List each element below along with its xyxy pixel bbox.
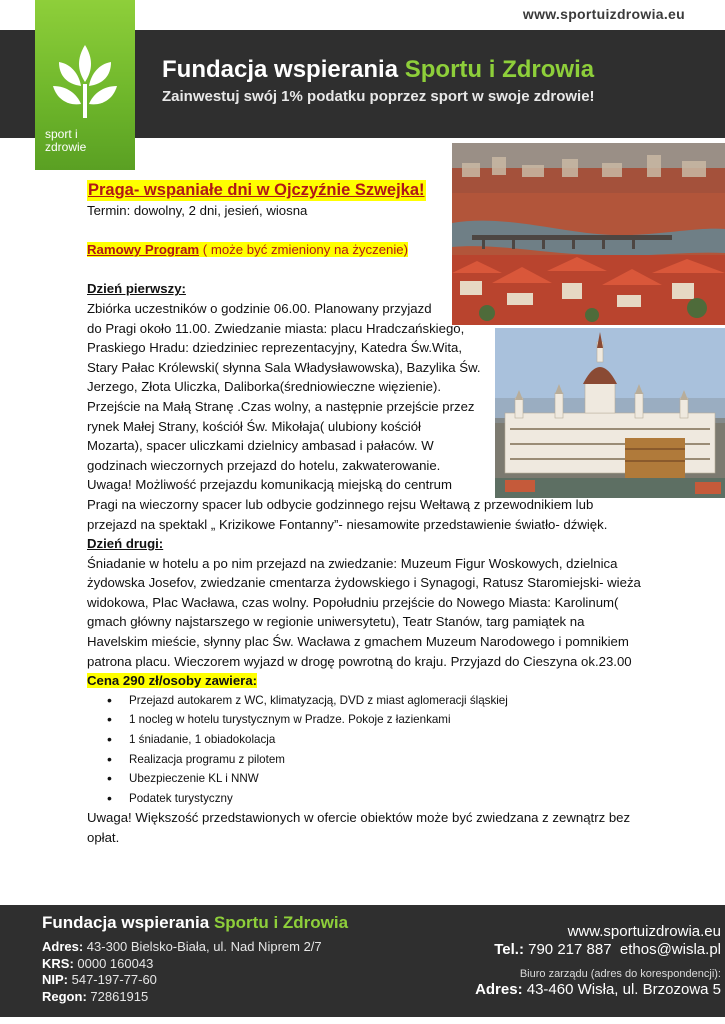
program-note: ( może być zmieniony na życzenie) [199,242,409,258]
day1-line: Praskiego Hradu: dziedziniec reprezentacyjny, Katedra Św.Wita, [87,340,463,356]
day2-line: Śniadanie w hotelu a po nim przejazd na zwiedzanie: Muzeum Figur Woskowych, dzielnica [87,555,618,571]
price-heading: Cena 290 zł/osoby zawiera: [87,673,258,689]
note-line: Uwaga! Większość przedstawionych w ofercie obiektów może być zwiedzana z zewnątrz bez [87,810,631,826]
day1-line: Mozarta), spacer uliczkami dzielnicy ambasad i pałaców. W [87,438,434,454]
list-item: • Podatek turystyczny [107,789,647,809]
list-item: • Ubezpieczenie KL i NNW [107,769,647,789]
day1-line: Pragi na wieczorny spacer lub odbycie godzinnego rejsu Wełtawą z przewodnikiem lub [87,496,594,512]
day1-heading: Dzień pierwszy: [87,281,186,297]
termin-line: Termin: dowolny, 2 dni, jesień, wiosna [87,203,308,218]
footer-nip: NIP: 547-197-77-60 [42,972,157,987]
day1-line: Uwaga! Możliwość przejazdu komunikacją miejską do centrum [87,477,453,493]
article-title: Praga- wspaniałe dni w Ojczyźnie Szwejka! [88,181,425,199]
footer-website-link[interactable]: www.sportuizdrowia.eu [567,923,721,940]
note-line: opłat. [87,830,120,845]
header-subtitle: Zainwestuj swój 1% podatku poprzez sport w swoje zdrowie! [162,88,595,105]
leaves-logo-icon [47,40,123,120]
program-label: Ramowy Program [87,242,200,258]
footer-krs: KRS: 0000 160043 [42,955,154,971]
footer-contact [475,923,721,999]
day2-paragraph [87,554,647,672]
day2-line: patrona placu. Wieczorem wyjazd w drogę powrotną do kraju. Przyjazd do Cieszyna ok.23.00 [87,653,632,669]
foundation-logo [35,0,135,170]
day2-line: widokowa, Plac Wacława, czas wolny. Popołudniu przejście do Nowego Miasta: Karolinum( [87,594,619,610]
list-item: • 1 śniadanie, 1 obiadokolacja [107,730,647,750]
day1-line: rynek Małej Strany, kościół Św. Mikołaja( ulubiony kościół [87,418,421,434]
day1-line: Jerzego, Złota Uliczka, Daliborka(średniowieczne więzienie). [87,379,442,395]
footer-registration-info [42,939,322,1005]
program-line [87,240,647,260]
day1-line: Zbiórka uczestników o godzinie 06.00. Planowany przyjazd [87,300,432,316]
spacer [87,221,647,241]
day1-line: przejazd na spektakl „ Krizikowe Fontanny”- niesamowite przedstawienie światło- dźwięk. [87,516,608,532]
footer-title: Fundacja wspierania Sportu i Zdrowia [42,913,349,932]
logo-wordmark: sport i zdrowie [45,127,87,154]
footer-board-note: Biuro zarządu (adres do korespondencji): [519,968,721,980]
list-item: • Realizacja programu z pilotem [107,750,647,770]
footer-phone-email: Tel.: 790 217 887 ethos@wisla.pl [494,941,721,958]
note-paragraph [87,808,647,847]
day2-heading: Dzień drugi: [87,536,164,552]
list-item: • Przejazd autokarem z WC, klimatyzacją, DVD z miast aglomeracji śląskiej [107,691,647,711]
footer [0,905,725,1017]
day1-line: godzinach wieczornych przejazd do hotelu, zakwaterowanie. [87,457,441,473]
footer-email-link[interactable]: ethos@wisla.pl [619,941,721,958]
article-body [87,180,647,848]
header-website-url[interactable]: www.sportuizdrowia.eu [522,6,685,22]
includes-list [107,691,647,809]
footer-board-address: Adres: 43-460 Wisła, ul. Brzozowa 5 [475,981,721,998]
day1-line: do Pragi około 11.00. Zwiedzanie miasta: placu Hradczańskiego, [87,320,465,336]
header-title: Fundacja wspierania Sportu i Zdrowia [162,56,595,83]
footer-regon: Regon: 72861915 [42,988,149,1004]
spacer [87,260,647,280]
day1-line: Przejście na Małą Stranę .Czas wolny, a następnie przejście przez [87,398,475,414]
day1-line: Stary Pałac Królewski( słynna Sala Władysławowska), Bazylika Św. [87,359,481,375]
day1-paragraph [87,299,647,534]
day2-line: Havelskim mieście, słynny plac Św. Wacława z gmachem Muzeum Narodowego i pomnikiem [87,634,629,650]
day2-line: żydowska Josefov, zwiedzanie cmentarza żydowskiego i Synagogi, Ratusz Staromiejski- wieża [87,575,641,591]
footer-address: Adres: 43-300 Bielsko-Biała, ul. Nad Niprem 2/7 [42,939,322,954]
day2-line: gmach główny najstarszego w regionie uniwersytetu), Teatr Stanów, targ pamiątek na [87,614,585,630]
list-item: • 1 nocleg w hotelu turystycznym w Pradze. Pokoje z łazienkami [107,710,647,730]
